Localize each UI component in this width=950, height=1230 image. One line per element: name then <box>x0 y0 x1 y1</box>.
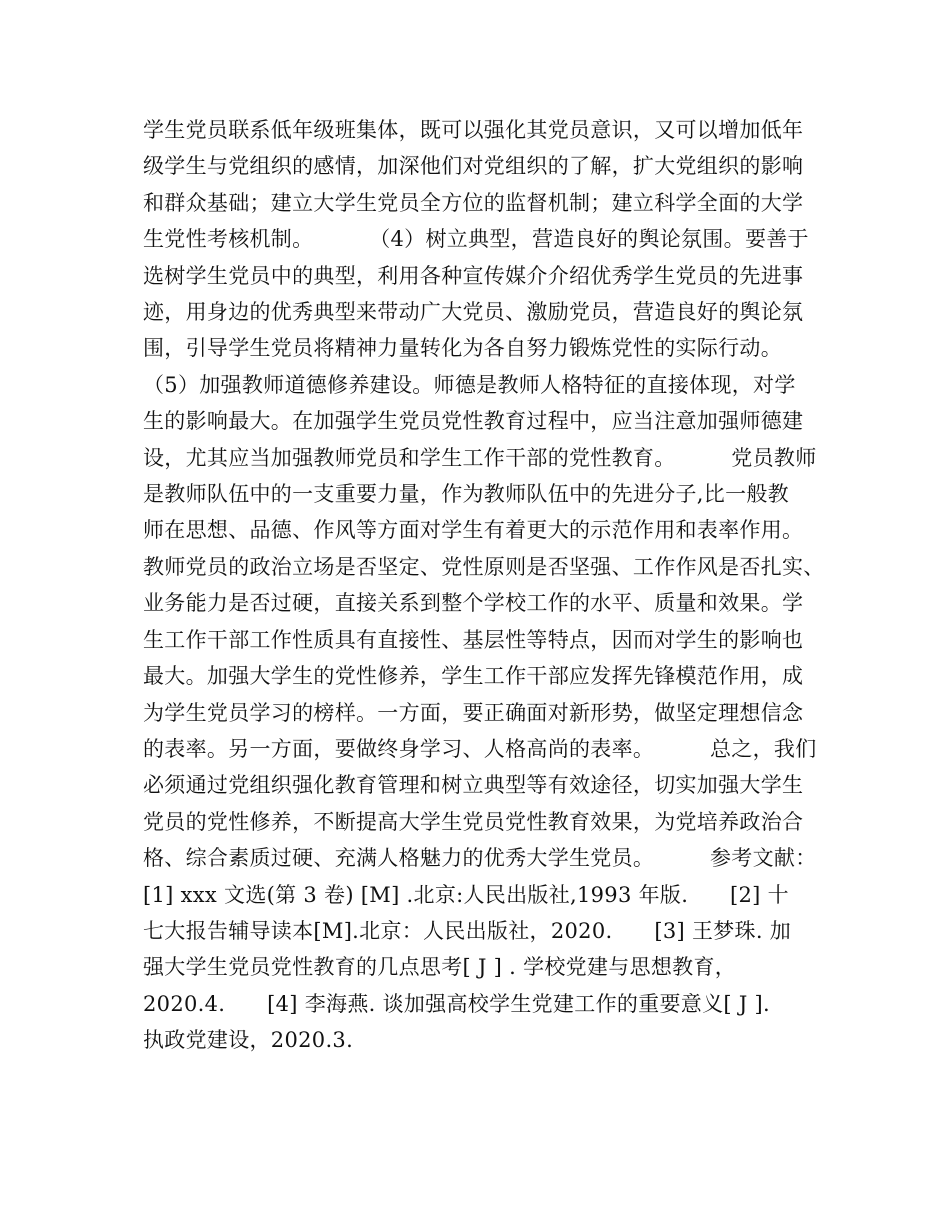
text-line: 生工作干部工作性质具有直接性、基层性等特点，因而对学生的影响也 <box>143 627 804 652</box>
reference-line: 2020.4. [4] 李海燕. 谈加强高校学生党建工作的重要意义[ J ]. <box>143 991 771 1016</box>
text-line: 选树学生党员中的典型，利用各种宣传媒介介绍优秀学生党员的先进事 <box>143 263 804 288</box>
text-line: 格、综合素质过硬、充满人格魅力的优秀大学生党员。 参考文献： <box>143 846 817 871</box>
reference-line: 执政党建设，2020.3. <box>143 1028 354 1053</box>
text-line: 教师党员的政治立场是否坚定、党性原则是否坚强、工作作风是否扎实、 <box>143 554 825 579</box>
text-line: 是教师队伍中的一支重要力量，作为教师队伍中的先进分子,比一般教 <box>143 482 789 507</box>
text-line: （5）加强教师道德修养建设。师德是教师人格特征的直接体现，对学 <box>143 372 796 397</box>
reference-line: 强大学生党员党性教育的几点思考[ J ] . 学校党建与思想教育， <box>143 955 737 980</box>
text-line: 党员的党性修养，不断提高大学生党员党性教育效果，为党培养政治合 <box>143 809 804 834</box>
text-line: 必须通过党组织强化教育管理和树立典型等有效途径，切实加强大学生 <box>143 773 804 798</box>
text-line: 业务能力是否过硬，直接关系到整个学校工作的水平、质量和效果。学 <box>143 591 804 616</box>
reference-line: 七大报告辅导读本[M].北京：人民出版社，2020. [3] 王梦珠. 加 <box>143 918 792 943</box>
text-line: 围，引导学生党员将精神力量转化为各自努力锻炼党性的实际行动。 <box>143 336 782 361</box>
text-line: 最大。加强大学生的党性修养，学生工作干部应发挥先锋模范作用，成 <box>143 664 804 689</box>
text-line: 生的影响最大。在加强学生党员党性教育过程中，应当注意加强师德建 <box>143 409 804 434</box>
text-line: 的表率。另一方面，要做终身学习、人格高尚的表率。 总之，我们 <box>143 736 817 761</box>
text-line: 级学生与党组织的感情，加深他们对党组织的了解，扩大党组织的影响 <box>143 154 804 179</box>
text-line: 师在思想、品德、作风等方面对学生有着更大的示范作用和表率作用。 <box>143 518 804 543</box>
text-line: 和群众基础；建立大学生党员全方位的监督机制；建立科学全面的大学 <box>143 190 804 215</box>
text-line: 设，尤其应当加强教师党员和学生工作干部的党性教育。 党员教师 <box>143 445 817 470</box>
text-line: 学生党员联系低年级班集体，既可以强化其党员意识，又可以增加低年 <box>143 118 804 142</box>
reference-line: [1] xxx 文选(第 3 卷) [M] .北京:人民出版社,1993 年版. [2] 十 <box>143 882 789 907</box>
text-line: 为学生党员学习的榜样。一方面，要正确面对新形势，做坚定理想信念 <box>143 700 804 725</box>
text-line: 生党性考核机制。 （4）树立典型，营造良好的舆论氛围。要善于 <box>143 227 809 252</box>
text-line: 迹，用身边的优秀典型来带动广大党员、激励党员，营造良好的舆论氛 <box>143 300 804 325</box>
body-text <box>143 112 843 1059</box>
